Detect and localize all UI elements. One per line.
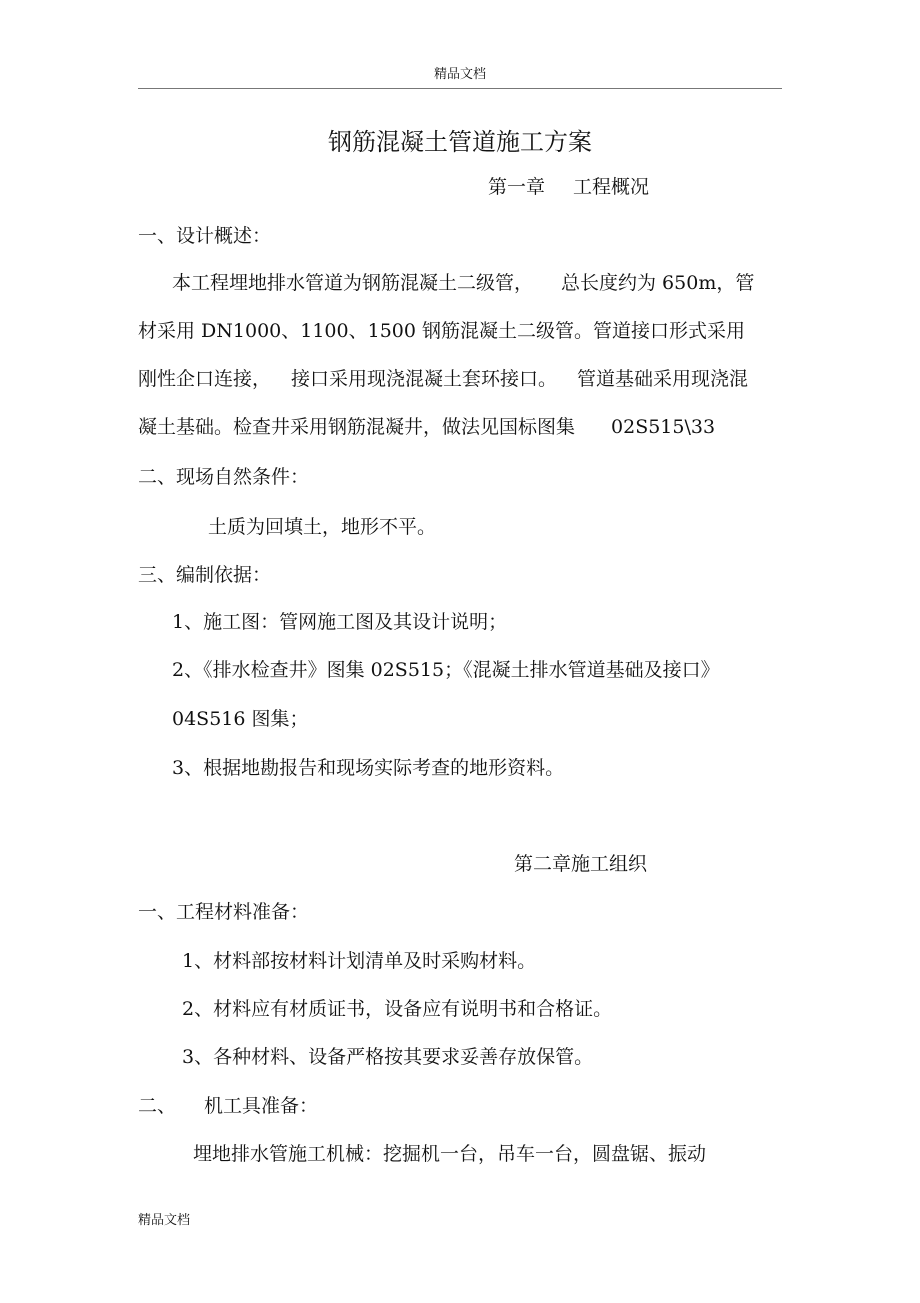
chapter2-heading: 第二章施工组织 [514, 853, 648, 875]
chapter1-number: 第一章 [488, 176, 546, 198]
list-item: 1、材料部按材料计划清单及时采购材料。 [182, 950, 537, 972]
list-item: 3、根据地勘报告和现场实际考查的地形资料。 [172, 757, 565, 779]
list-item: 3、各种材料、设备严格按其要求妥善存放保管。 [182, 1046, 594, 1068]
chapter1-title: 工程概况 [573, 176, 650, 198]
page-footer: 精品文档 [138, 1213, 191, 1228]
section-design-overview-heading: 一、设计概述： [138, 225, 272, 247]
paragraph-line: 本工程埋地排水管道为钢筋混凝土二级管， 总长度约为 650m，管 [172, 272, 755, 294]
section-basis-heading: 三、编制依据： [138, 564, 272, 586]
page-header: 精品文档 [433, 67, 486, 82]
list-item: 2、《排水检查井》图集 02S515；《混凝土排水管道基础及接口》 [172, 659, 720, 681]
paragraph-line: 刚性企口连接， 接口采用现浇混凝土套环接口。 管道基础采用现浇混 [138, 368, 749, 390]
paragraph-line: 材采用 DN1000、1100、1500 钢筋混凝土二级管。管道接口形式采用 [138, 320, 745, 342]
section-site-conditions-heading: 二、现场自然条件： [138, 466, 310, 488]
tools-text: 埋地排水管施工机械：挖掘机一台，吊车一台，圆盘锯、振动 [193, 1143, 707, 1165]
paragraph-line: 凝土基础。检查井采用钢筋混凝井，做法见国标图集 02S515\33 [138, 416, 716, 438]
section-materials-heading: 一、工程材料准备： [138, 901, 310, 923]
list-item-continuation: 04S516 图集； [172, 708, 309, 730]
header-rule [138, 88, 782, 89]
chapter1-heading [488, 178, 649, 197]
section-tools-heading: 二、 机工具准备： [138, 1095, 319, 1117]
document-title: 钢筋混凝土管道施工方案 [328, 128, 592, 156]
site-conditions-text: 土质为回填土，地形不平。 [208, 516, 437, 538]
list-item: 2、材料应有材质证书，设备应有说明书和合格证。 [182, 998, 613, 1020]
list-item: 1、施工图：管网施工图及其设计说明； [172, 611, 508, 633]
